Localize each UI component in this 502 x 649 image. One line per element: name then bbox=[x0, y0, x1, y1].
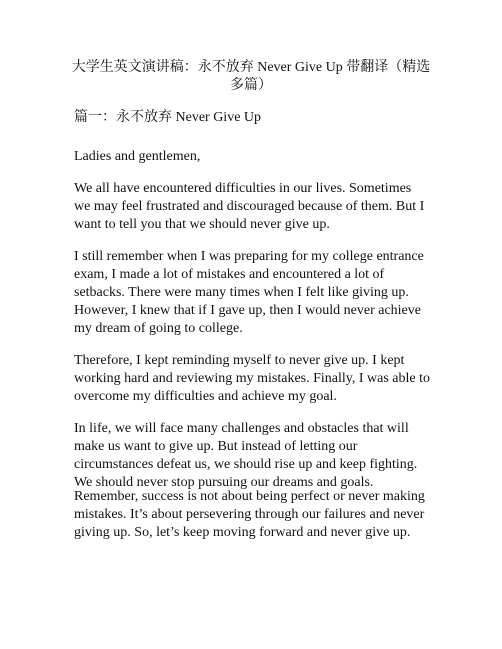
paragraph-5: Remember, success is not about being perfect or never making mistakes. It’s about persevering through our failures and never giving up. So, let’s keep moving forward and never give up. bbox=[74, 489, 425, 540]
section-heading: 篇一：永不放弃 Never Give Up bbox=[74, 110, 262, 125]
document-title: 大学生英文演讲稿：永不放弃 Never Give Up 带翻译（精选多篇） bbox=[71, 60, 431, 93]
paragraph-3: Therefore, I kept reminding myself to never give up. I kept working hard and reviewing my mistakes. Finally, I was able to overcome my difficulties and achieve my goal. bbox=[74, 353, 431, 404]
salutation: Ladies and gentlemen, bbox=[74, 149, 201, 164]
paragraph-4: In life, we will face many challenges and obstacles that will make us want to give up. But instead of letting our circumstances defeat us, we should rise up and keep fighting. We should never stop pursuing our dreams and goals. bbox=[74, 421, 418, 490]
paragraph-2: I still remember when I was preparing for my college entrance exam, I made a lot of mistakes and encountered a lot of setbacks. There were many times when I felt like giving up. However, I knew that if I gave up, then I would never achieve my dream of going to college. bbox=[74, 249, 424, 336]
paragraph-1: We all have encountered difficulties in our lives. Sometimes we may feel frustrated and discouraged because of them. But I want to tell you that we should never give up. bbox=[74, 181, 425, 232]
